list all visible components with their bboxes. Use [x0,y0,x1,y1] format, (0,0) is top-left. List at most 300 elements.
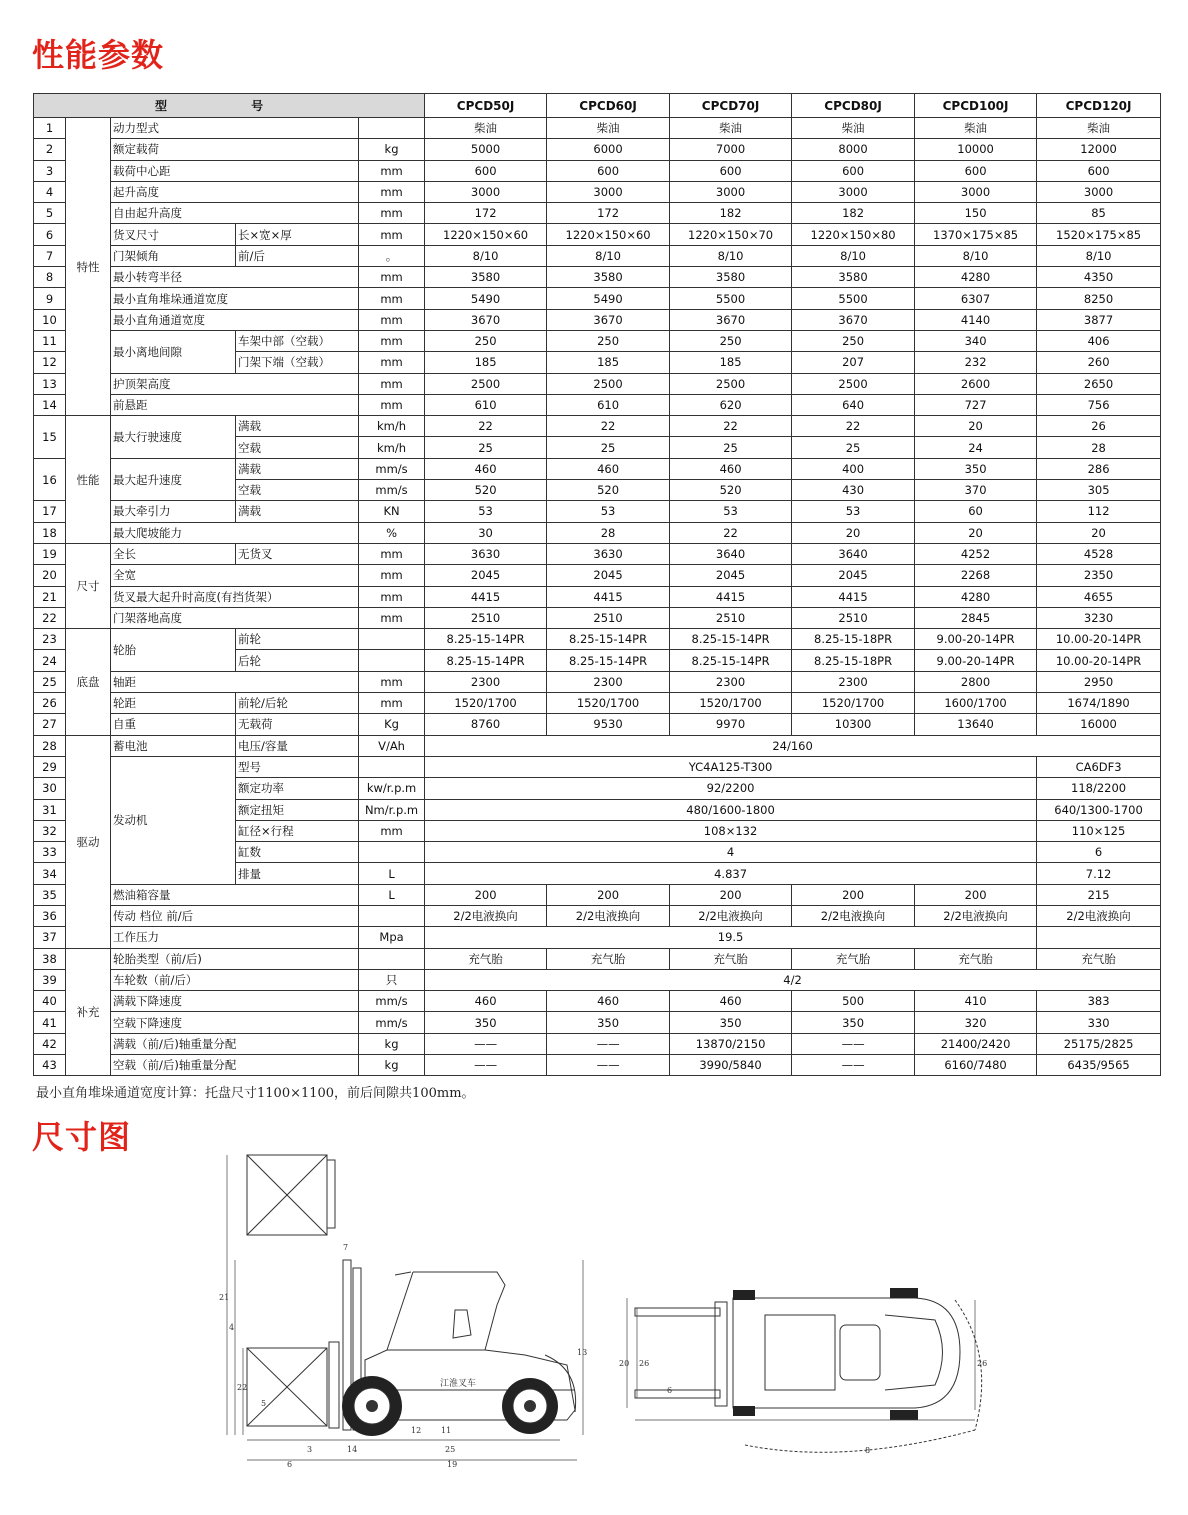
row-number: 19 [34,543,66,564]
parameter-subname: 空载 [236,480,359,501]
value-cell: 10000 [915,139,1037,160]
parameter-name: 最小直角通道宽度 [111,309,359,330]
row-number: 14 [34,394,66,415]
row-number: 42 [34,1033,66,1054]
value-cell: 3630 [547,543,670,564]
value-cell: 85 [1037,203,1161,224]
row-number: 5 [34,203,66,224]
value-cell: 2650 [1037,373,1161,394]
parameter-subname: 型号 [236,756,359,777]
dim-label: 6 [667,1386,673,1395]
parameter-name: 工作压力 [111,927,359,948]
unit-cell: mm [359,224,425,245]
dim-label: 26 [977,1359,988,1368]
value-cell: 2845 [915,607,1037,628]
table-header-row [34,94,1161,118]
value-cell: 6307 [915,288,1037,309]
model-header: CPCD100J [915,94,1037,118]
dim-label: 21 [219,1293,230,1302]
value-cell: 2510 [670,607,792,628]
value-cell: 232 [915,352,1037,373]
value-cell: 28 [547,522,670,543]
value-cell: 600 [1037,160,1161,181]
table-row [34,458,1161,479]
value-cell: 8/10 [670,245,792,266]
rear-wheel-left [890,1288,918,1298]
value-cell: 4280 [915,586,1037,607]
value-cell: 4280 [915,267,1037,288]
value-cell: 4350 [1037,267,1161,288]
parameter-name: 护顶架高度 [111,373,359,394]
parameter-name: 传动 档位 前/后 [111,905,359,926]
value-cell: 22 [670,522,792,543]
value-cell: 2510 [547,607,670,628]
value-cell: 1220×150×80 [792,224,915,245]
table-row [34,991,1161,1012]
value-cell: 柴油 [1037,118,1161,139]
parameter-name: 车轮数（前/后） [111,969,359,990]
value-cell: 2/2电液换向 [425,905,547,926]
value-cell: 60 [915,501,1037,522]
value-cell: 8.25-15-14PR [670,629,792,650]
value-cell: 12000 [1037,139,1161,160]
unit-cell: mm [359,693,425,714]
row-number: 6 [34,224,66,245]
value-cell: YC4A125-T300 [425,756,1037,777]
value-cell: 28 [1037,437,1161,458]
spec-table [33,93,1161,1076]
value-cell: 350 [425,1012,547,1033]
parameter-subname: 后轮 [236,650,359,671]
table-row [34,671,1161,692]
parameter-subname: 车架中部（空载） [236,330,359,351]
model-header: CPCD60J [547,94,670,118]
table-row [34,543,1161,564]
parameter-name: 自由起升高度 [111,203,359,224]
row-number: 30 [34,778,66,799]
dim-label: 26 [639,1359,650,1368]
row-number: 40 [34,991,66,1012]
value-cell: 2045 [792,565,915,586]
value-cell: 53 [792,501,915,522]
value-cell: 2045 [670,565,792,586]
value-cell: 3580 [425,267,547,288]
value-cell: 1520/1700 [425,693,547,714]
parameter-subname: 长×宽×厚 [236,224,359,245]
value-cell: 1674/1890 [1037,693,1161,714]
parameter-subname: 缸数 [236,842,359,863]
row-number: 29 [34,756,66,777]
table-row [34,629,1161,650]
value-cell: 2/2电液换向 [1037,905,1161,926]
row-number: 37 [34,927,66,948]
parameter-name: 轮距 [111,693,236,714]
unit-cell: L [359,863,425,884]
value-cell: 3000 [1037,181,1161,202]
value-cell: 3000 [670,181,792,202]
value-cell: 600 [670,160,792,181]
right-fork [635,1390,720,1398]
parameter-name: 满载（前/后)轴重量分配 [111,1033,359,1054]
value-cell: 320 [915,1012,1037,1033]
model-header: CPCD70J [670,94,792,118]
dim-label: 11 [441,1426,452,1435]
value-cell: CA6DF3 [1037,756,1161,777]
dim-label: 7 [343,1243,349,1252]
unit-cell: mm/s [359,458,425,479]
front-wheel-right [733,1406,755,1416]
value-cell: 26 [1037,416,1161,437]
unit-cell: mm [359,586,425,607]
value-cell: 22 [425,416,547,437]
value-cell: 1220×150×60 [425,224,547,245]
table-row [34,203,1161,224]
value-cell: 8.25-15-14PR [547,650,670,671]
value-cell: 600 [425,160,547,181]
unit-cell: km/h [359,437,425,458]
row-number: 16 [34,458,66,501]
parameter-name: 全宽 [111,565,359,586]
table-row [34,735,1161,756]
unit-cell: mm [359,288,425,309]
row-number: 11 [34,330,66,351]
table-row [34,139,1161,160]
spec-heading: 性能参数 [32,36,165,74]
value-cell: 430 [792,480,915,501]
value-cell: 4415 [792,586,915,607]
value-cell: 92/2200 [425,778,1037,799]
table-row [34,927,1161,948]
unit-cell [359,842,425,863]
parameter-subname: 满载 [236,458,359,479]
value-cell: —— [547,1055,670,1076]
row-number: 3 [34,160,66,181]
parameter-name: 前悬距 [111,394,359,415]
value-cell: 3580 [670,267,792,288]
dim-label: 25 [445,1445,456,1454]
value-cell: 4.837 [425,863,1037,884]
value-cell: 260 [1037,352,1161,373]
value-cell: 2950 [1037,671,1161,692]
value-cell: 207 [792,352,915,373]
table-row [34,905,1161,926]
dim-label: 14 [347,1445,358,1454]
value-cell: 2045 [547,565,670,586]
table-row [34,501,1161,522]
value-cell: 2/2电液换向 [670,905,792,926]
value-cell: 25175/2825 [1037,1033,1161,1054]
row-number: 26 [34,693,66,714]
parameter-subname: 前轮 [236,629,359,650]
row-number: 4 [34,181,66,202]
value-cell: 充气胎 [915,948,1037,969]
value-cell: 5500 [670,288,792,309]
value-cell: 4252 [915,543,1037,564]
table-row [34,245,1161,266]
value-cell: 4/2 [425,969,1161,990]
value-cell: 410 [915,991,1037,1012]
row-number: 23 [34,629,66,650]
value-cell: 2268 [915,565,1037,586]
value-cell: 3670 [670,309,792,330]
table-row [34,288,1161,309]
value-cell: 3000 [792,181,915,202]
value-cell: 383 [1037,991,1161,1012]
unit-cell: mm [359,373,425,394]
unit-cell: kg [359,1055,425,1076]
parameter-name: 蓄电池 [111,735,236,756]
value-cell: 13870/2150 [670,1033,792,1054]
value-cell: 13640 [915,714,1037,735]
value-cell: 182 [670,203,792,224]
table-row [34,160,1161,181]
group-label: 底盘 [66,629,111,735]
row-number: 25 [34,671,66,692]
value-cell: 2510 [792,607,915,628]
table-row [34,884,1161,905]
parameter-name: 最大起升速度 [111,458,236,501]
row-number: 36 [34,905,66,926]
parameter-subname: 无载荷 [236,714,359,735]
parameter-subname: 前轮/后轮 [236,693,359,714]
value-cell: 640 [792,394,915,415]
value-cell: 172 [547,203,670,224]
parameter-name: 自重 [111,714,236,735]
value-cell: 6160/7480 [915,1055,1037,1076]
value-cell: 3580 [547,267,670,288]
value-cell: 2500 [547,373,670,394]
parameter-name: 门架倾角 [111,245,236,266]
row-number: 9 [34,288,66,309]
unit-cell: kg [359,139,425,160]
model-header: CPCD50J [425,94,547,118]
value-cell: 19.5 [425,927,1037,948]
unit-cell: mm/s [359,480,425,501]
value-cell: 460 [547,458,670,479]
value-cell: 350 [915,458,1037,479]
value-cell: 1220×150×70 [670,224,792,245]
value-cell: 640/1300-1700 [1037,799,1161,820]
dim-label: 6 [287,1460,293,1469]
value-cell: 充气胎 [670,948,792,969]
value-cell: 5490 [425,288,547,309]
dim-label: 3 [307,1445,313,1454]
value-cell: 620 [670,394,792,415]
value-cell: 200 [915,884,1037,905]
table-row [34,309,1161,330]
unit-cell: Nm/r.p.m [359,799,425,820]
value-cell: 340 [915,330,1037,351]
value-cell: 330 [1037,1012,1161,1033]
value-cell: 250 [425,330,547,351]
dim-label: 13 [577,1348,588,1357]
row-number: 17 [34,501,66,522]
parameter-name: 货叉尺寸 [111,224,236,245]
value-cell: 8/10 [792,245,915,266]
value-cell: 500 [792,991,915,1012]
value-cell: 8.25-15-14PR [547,629,670,650]
value-cell: 1600/1700 [915,693,1037,714]
value-cell: 1520/1700 [792,693,915,714]
value-cell: 200 [425,884,547,905]
table-row [34,1033,1161,1054]
parameter-name: 空载下降速度 [111,1012,359,1033]
value-cell: 10.00-20-14PR [1037,629,1161,650]
value-cell: 460 [425,991,547,1012]
dim-label: 5 [261,1399,267,1408]
value-cell: 2300 [670,671,792,692]
table-row [34,224,1161,245]
parameter-name: 载荷中心距 [111,160,359,181]
value-cell: 400 [792,458,915,479]
group-label: 驱动 [66,735,111,948]
row-number: 1 [34,118,66,139]
value-cell: 480/1600-1800 [425,799,1037,820]
value-cell: 2510 [425,607,547,628]
value-cell: 1520/1700 [670,693,792,714]
value-cell: 10.00-20-14PR [1037,650,1161,671]
table-row [34,1055,1161,1076]
value-cell: 20 [792,522,915,543]
value-cell: 充气胎 [425,948,547,969]
parameter-name: 发动机 [111,756,236,884]
table-row [34,181,1161,202]
value-cell: 2500 [670,373,792,394]
row-number: 33 [34,842,66,863]
unit-cell: mm [359,267,425,288]
parameter-name: 轴距 [111,671,359,692]
parameter-name: 最大牵引力 [111,501,236,522]
value-cell: 3630 [425,543,547,564]
parameter-name: 最大爬坡能力 [111,522,359,543]
value-cell: 53 [670,501,792,522]
value-cell: 柴油 [915,118,1037,139]
row-number: 21 [34,586,66,607]
value-cell: 110×125 [1037,820,1161,841]
row-number: 41 [34,1012,66,1033]
row-number: 15 [34,416,66,459]
value-cell: 8.25-15-18PR [792,650,915,671]
parameter-name: 轮胎类型（前/后) [111,948,359,969]
unit-cell: 。 [359,245,425,266]
unit-cell: mm [359,203,425,224]
unit-cell [359,650,425,671]
parameter-subname: 满载 [236,416,359,437]
value-cell: 53 [547,501,670,522]
table-row [34,394,1161,415]
value-cell: 2300 [792,671,915,692]
value-cell: 柴油 [547,118,670,139]
value-cell: 460 [670,991,792,1012]
value-cell: 4415 [547,586,670,607]
parameter-name: 轮胎 [111,629,236,672]
value-cell: 350 [792,1012,915,1033]
parameter-name: 动力型式 [111,118,359,139]
value-cell: 1370×175×85 [915,224,1037,245]
row-number: 2 [34,139,66,160]
value-cell: 2500 [792,373,915,394]
value-cell: 3877 [1037,309,1161,330]
value-cell: 柴油 [670,118,792,139]
unit-cell: kw/r.p.m [359,778,425,799]
value-cell: 1520/1700 [547,693,670,714]
value-cell: 2/2电液换向 [547,905,670,926]
side-view-drawing [215,1150,590,1475]
row-number: 7 [34,245,66,266]
value-cell: 6 [1037,842,1161,863]
value-cell: 370 [915,480,1037,501]
group-label: 尺寸 [66,543,111,628]
value-cell: 8760 [425,714,547,735]
value-cell: 充气胎 [547,948,670,969]
value-cell: 3670 [547,309,670,330]
dim-label: 20 [619,1359,630,1368]
value-cell: 520 [670,480,792,501]
unit-cell: mm [359,330,425,351]
parameter-name: 最小离地间隙 [111,330,236,373]
value-cell: 9530 [547,714,670,735]
row-number: 8 [34,267,66,288]
table-row [34,1012,1161,1033]
row-number: 10 [34,309,66,330]
value-cell: 250 [670,330,792,351]
value-cell: 8.25-15-14PR [425,629,547,650]
unit-cell: kg [359,1033,425,1054]
row-number: 39 [34,969,66,990]
row-number: 35 [34,884,66,905]
value-cell: —— [547,1033,670,1054]
value-cell: 21400/2420 [915,1033,1037,1054]
value-cell: 22 [547,416,670,437]
value-cell: 柴油 [792,118,915,139]
row-number: 12 [34,352,66,373]
value-cell: 215 [1037,884,1161,905]
value-cell: 5000 [425,139,547,160]
unit-cell [359,118,425,139]
unit-cell [359,756,425,777]
dim-label: 8 [865,1446,871,1455]
unit-cell: % [359,522,425,543]
value-cell: 756 [1037,394,1161,415]
value-cell: 460 [670,458,792,479]
row-number: 31 [34,799,66,820]
value-cell: 2350 [1037,565,1161,586]
rear-wheel-right [890,1410,918,1420]
value-cell: 22 [670,416,792,437]
dim-label: 22 [237,1383,248,1392]
value-cell: 108×132 [425,820,1037,841]
value-cell: 350 [670,1012,792,1033]
unit-cell: Mpa [359,927,425,948]
value-cell: 460 [425,458,547,479]
parameter-subname: 电压/容量 [236,735,359,756]
value-cell: 8/10 [915,245,1037,266]
value-cell: —— [792,1033,915,1054]
value-cell: 112 [1037,501,1161,522]
value-cell: 3990/5840 [670,1055,792,1076]
dim-label: 12 [411,1426,422,1435]
value-cell: 727 [915,394,1037,415]
value-cell: 3230 [1037,607,1161,628]
value-cell: 24 [915,437,1037,458]
value-cell: —— [425,1033,547,1054]
parameter-subname: 满载 [236,501,359,522]
row-number: 38 [34,948,66,969]
value-cell: 3580 [792,267,915,288]
value-cell: 3000 [547,181,670,202]
row-number: 13 [34,373,66,394]
value-cell: 406 [1037,330,1161,351]
